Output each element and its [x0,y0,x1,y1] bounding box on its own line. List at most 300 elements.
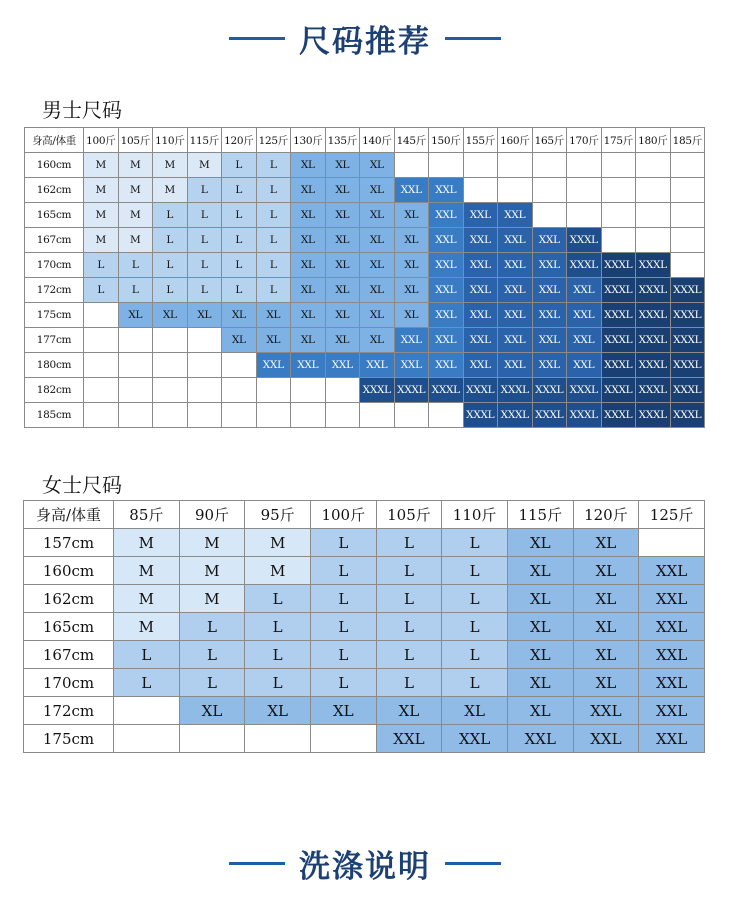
header-cell-weight: 90斤 [179,501,245,529]
women-size-table [23,500,705,753]
size-cell [601,153,636,178]
size-cell: XL [153,303,188,328]
size-cell [84,403,119,428]
header-cell-weight: 110斤 [153,128,188,153]
size-cell [670,203,705,228]
size-cell: XL [573,529,639,557]
header-cell-weight: 175斤 [601,128,636,153]
header-cell-weight: 185斤 [670,128,705,153]
row-height-label: 162cm [25,178,84,203]
size-cell: XL [325,178,360,203]
size-cell: XXXL [670,328,705,353]
size-cell: XXXL [394,378,429,403]
header-cell-weight: 105斤 [118,128,153,153]
size-cell: L [310,557,376,585]
size-cell [532,203,567,228]
row-height-label: 162cm [24,585,114,613]
row-height-label: 160cm [25,153,84,178]
size-cell: XXL [463,303,498,328]
size-cell: XXL [573,725,639,753]
header-cell-weight: 125斤 [639,501,705,529]
size-cell: L [376,557,442,585]
size-cell: XXL [376,725,442,753]
table-header-row [24,501,705,529]
header-cell-weight: 115斤 [507,501,573,529]
women-size-title: 女士尺码 [42,473,122,497]
row-height-label: 165cm [25,203,84,228]
size-cell: XL [507,697,573,725]
size-cell: XL [187,303,222,328]
header-cell-weight: 95斤 [245,501,311,529]
size-cell: L [153,228,188,253]
men-size-title: 男士尺码 [42,98,122,122]
size-cell: XXXL [567,253,602,278]
row-height-label: 167cm [25,228,84,253]
size-cell: M [114,613,180,641]
size-cell: XL [222,303,257,328]
size-cell [498,153,533,178]
size-cell [636,153,671,178]
row-height-label: 165cm [24,613,114,641]
size-cell: XXL [498,353,533,378]
row-height-label: 167cm [24,641,114,669]
size-cell: XXL [532,353,567,378]
size-cell: M [179,557,245,585]
size-cell: L [222,253,257,278]
size-cell: M [153,178,188,203]
size-cell [498,178,533,203]
size-cell: XL [310,697,376,725]
size-cell: XL [573,669,639,697]
size-cell: XXL [567,303,602,328]
size-cell: XL [573,557,639,585]
table-row [24,613,705,641]
size-cell: XXXL [670,378,705,403]
size-cell [118,378,153,403]
row-height-label: 170cm [25,253,84,278]
size-cell: XXXL [567,378,602,403]
size-cell [222,353,257,378]
size-cell: XXL [498,303,533,328]
size-cell: XXL [463,253,498,278]
size-cell: L [114,669,180,697]
table-row [24,725,705,753]
size-cell [291,378,326,403]
size-cell: XXL [498,203,533,228]
title-left-line [229,37,285,40]
size-cell [118,403,153,428]
size-cell: M [118,228,153,253]
size-cell: XXL [498,328,533,353]
size-cell: XXL [567,278,602,303]
size-cell [153,403,188,428]
header-cell-weight: 100斤 [84,128,119,153]
size-cell: XXL [498,228,533,253]
size-cell: XXL [532,328,567,353]
size-cell: L [222,203,257,228]
size-cell [670,253,705,278]
row-height-label: 172cm [24,697,114,725]
size-cell: M [84,228,119,253]
size-cell: XL [222,328,257,353]
size-cell: L [442,669,508,697]
size-cell: XXL [567,328,602,353]
size-cell: M [118,153,153,178]
header-cell-weight: 170斤 [567,128,602,153]
size-cell: XXXL [636,328,671,353]
header-cell-weight: 180斤 [636,128,671,153]
header-cell-weight: 160斤 [498,128,533,153]
header-cell-height-weight: 身高/体重 [24,501,114,529]
size-cell: XL [507,641,573,669]
size-cell: L [222,153,257,178]
size-cell: L [84,253,119,278]
header-cell-height-weight: 身高/体重 [25,128,84,153]
header-cell-weight: 105斤 [376,501,442,529]
header-cell-weight: 130斤 [291,128,326,153]
size-cell: M [84,153,119,178]
size-cell: XXXL [532,403,567,428]
size-cell [256,378,291,403]
size-cell [360,403,395,428]
header-cell-weight: 140斤 [360,128,395,153]
header-cell-weight: 120斤 [573,501,639,529]
size-cell: M [118,178,153,203]
row-height-label: 185cm [25,403,84,428]
size-cell: XXL [463,228,498,253]
size-cell [639,529,705,557]
size-cell: XXL [394,353,429,378]
size-cell: XXL [507,725,573,753]
header-cell-weight: 100斤 [310,501,376,529]
size-cell: XXXL [567,403,602,428]
size-cell: XL [291,328,326,353]
size-cell: XL [507,613,573,641]
size-cell: L [256,153,291,178]
size-cell [532,178,567,203]
size-cell: XL [256,328,291,353]
size-cell: L [310,669,376,697]
size-cell: XXL [291,353,326,378]
size-cell: L [187,178,222,203]
size-cell: M [114,529,180,557]
size-cell: L [310,641,376,669]
size-cell: L [442,557,508,585]
header-cell-weight: 165斤 [532,128,567,153]
size-cell: XXL [639,557,705,585]
size-cell [636,228,671,253]
size-cell: L [245,613,311,641]
size-cell [601,228,636,253]
size-cell: L [245,585,311,613]
size-cell: L [153,203,188,228]
size-cell: L [376,529,442,557]
header-cell-weight: 115斤 [187,128,222,153]
header-cell-weight: 155斤 [463,128,498,153]
size-cell: XXL [463,328,498,353]
size-cell: XL [325,203,360,228]
size-cell: XXL [429,303,464,328]
size-cell [636,203,671,228]
row-height-label: 180cm [25,353,84,378]
size-cell: L [310,529,376,557]
size-cell: L [256,203,291,228]
header-cell-weight: 85斤 [114,501,180,529]
size-cell: XXXL [636,353,671,378]
section-title-size-recommend: 尺码推荐 [299,23,431,60]
size-cell: XL [360,328,395,353]
size-cell: XXL [442,725,508,753]
size-cell: L [310,613,376,641]
size-cell: XXL [498,253,533,278]
size-cell: L [187,253,222,278]
size-cell: L [187,203,222,228]
size-cell [222,403,257,428]
size-cell: XL [394,253,429,278]
size-cell: XXL [639,613,705,641]
size-cell: XL [573,613,639,641]
size-cell [325,378,360,403]
size-cell: M [114,557,180,585]
size-cell: XL [507,585,573,613]
size-cell: XXXL [636,303,671,328]
size-cell: XL [291,253,326,278]
size-cell: L [245,641,311,669]
size-cell [187,328,222,353]
size-cell: L [222,278,257,303]
size-cell [429,153,464,178]
size-cell: XL [256,303,291,328]
size-cell [394,153,429,178]
size-cell: M [245,529,311,557]
size-cell: XXXL [498,403,533,428]
size-cell: L [245,669,311,697]
size-cell: XXXL [498,378,533,403]
size-cell [670,228,705,253]
size-cell [84,378,119,403]
size-cell: XL [394,228,429,253]
size-cell: L [442,641,508,669]
size-cell: L [376,669,442,697]
size-cell: XXXL [636,378,671,403]
size-cell [463,178,498,203]
size-cell: XL [291,278,326,303]
size-cell: XXL [429,228,464,253]
size-cell [291,403,326,428]
size-cell: L [256,278,291,303]
size-cell: M [245,557,311,585]
size-cell: XL [573,641,639,669]
table-row [25,403,705,428]
size-cell: M [84,203,119,228]
table-row [25,303,705,328]
size-cell: L [256,178,291,203]
row-height-label: 170cm [24,669,114,697]
header-cell-weight: 110斤 [442,501,508,529]
size-cell: XL [325,303,360,328]
table-row [24,529,705,557]
size-cell: M [118,203,153,228]
size-cell: XXL [325,353,360,378]
size-cell: L [187,228,222,253]
size-cell: XXL [429,328,464,353]
size-cell: XXXL [670,278,705,303]
size-cell: XXL [394,178,429,203]
size-cell: L [179,669,245,697]
size-cell: XXL [573,697,639,725]
size-cell: XXXL [601,253,636,278]
size-cell: L [222,228,257,253]
size-cell [256,403,291,428]
size-cell: XXL [639,669,705,697]
size-cell: XXL [256,353,291,378]
size-cell: L [442,613,508,641]
size-cell: XXL [360,353,395,378]
size-cell [153,328,188,353]
section-header-size-recommend [0,13,730,63]
size-cell: XL [291,203,326,228]
size-cell: XXXL [463,403,498,428]
size-cell [636,178,671,203]
size-cell: XXL [532,303,567,328]
table-row [25,328,705,353]
size-cell: XXXL [601,278,636,303]
header-cell-weight: 150斤 [429,128,464,153]
size-cell [153,378,188,403]
size-cell: M [114,585,180,613]
size-cell [84,353,119,378]
row-height-label: 160cm [24,557,114,585]
size-cell: L [442,585,508,613]
size-cell: XXXL [567,228,602,253]
size-cell [670,178,705,203]
size-cell: XXL [429,253,464,278]
table-row [25,228,705,253]
table-row [25,203,705,228]
size-cell [118,328,153,353]
size-cell [84,303,119,328]
size-cell: XXL [429,278,464,303]
size-cell: XXL [639,641,705,669]
size-cell: M [179,529,245,557]
size-cell: L [256,253,291,278]
size-cell: L [118,253,153,278]
size-cell: XL [291,228,326,253]
size-cell: XL [325,228,360,253]
size-cell: L [84,278,119,303]
size-cell: XL [325,278,360,303]
size-cell: XL [376,697,442,725]
size-cell: XL [507,557,573,585]
header-cell-weight: 120斤 [222,128,257,153]
size-cell: L [153,253,188,278]
size-cell: L [376,613,442,641]
size-cell [222,378,257,403]
size-cell: L [222,178,257,203]
size-cell: XL [179,697,245,725]
table-row [25,378,705,403]
size-cell [118,353,153,378]
size-cell: XXXL [636,403,671,428]
size-cell: XXXL [532,378,567,403]
size-cell: XXXL [670,303,705,328]
title-right-line [445,37,501,40]
size-cell: XXXL [601,328,636,353]
header-cell-weight: 135斤 [325,128,360,153]
size-cell [245,725,311,753]
size-cell: XXXL [636,253,671,278]
row-height-label: 157cm [24,529,114,557]
size-cell [114,725,180,753]
size-cell [179,725,245,753]
size-cell [325,403,360,428]
row-height-label: 172cm [25,278,84,303]
size-cell: L [442,529,508,557]
table-row [25,278,705,303]
size-cell: XXXL [463,378,498,403]
size-cell [670,153,705,178]
size-cell [187,353,222,378]
size-cell: XXXL [601,378,636,403]
size-cell: XL [507,529,573,557]
header-cell-weight: 125斤 [256,128,291,153]
size-cell: XL [291,178,326,203]
size-cell: XL [325,253,360,278]
size-cell [567,203,602,228]
size-cell: L [118,278,153,303]
row-height-label: 175cm [25,303,84,328]
header-cell-weight: 145斤 [394,128,429,153]
size-cell: XL [442,697,508,725]
size-cell [463,153,498,178]
section-header-wash-instructions [0,838,730,888]
size-cell: XXL [532,228,567,253]
title-right-line [445,862,501,865]
size-cell: XXL [498,278,533,303]
size-cell: L [376,585,442,613]
section-title-wash-instructions: 洗涤说明 [299,848,431,885]
size-cell: M [153,153,188,178]
size-cell [567,178,602,203]
table-row [25,353,705,378]
table-row [24,641,705,669]
size-cell: XXL [567,353,602,378]
size-cell: XXXL [636,278,671,303]
size-cell: XXL [429,353,464,378]
size-cell: XL [360,203,395,228]
size-cell: XL [394,303,429,328]
size-cell: XL [360,178,395,203]
size-cell: L [179,613,245,641]
size-cell: XXXL [601,303,636,328]
size-cell: XL [394,203,429,228]
size-cell: XL [325,328,360,353]
size-cell: XXL [394,328,429,353]
size-cell: XXXL [601,403,636,428]
table-header-row [25,128,705,153]
size-cell [601,178,636,203]
size-cell [310,725,376,753]
size-cell [601,203,636,228]
size-cell: XXXL [429,378,464,403]
size-cell: XXL [429,178,464,203]
size-cell [114,697,180,725]
size-cell: L [179,641,245,669]
size-cell: XXL [532,278,567,303]
size-cell: XXL [463,353,498,378]
size-cell: XXL [429,203,464,228]
size-cell: M [179,585,245,613]
